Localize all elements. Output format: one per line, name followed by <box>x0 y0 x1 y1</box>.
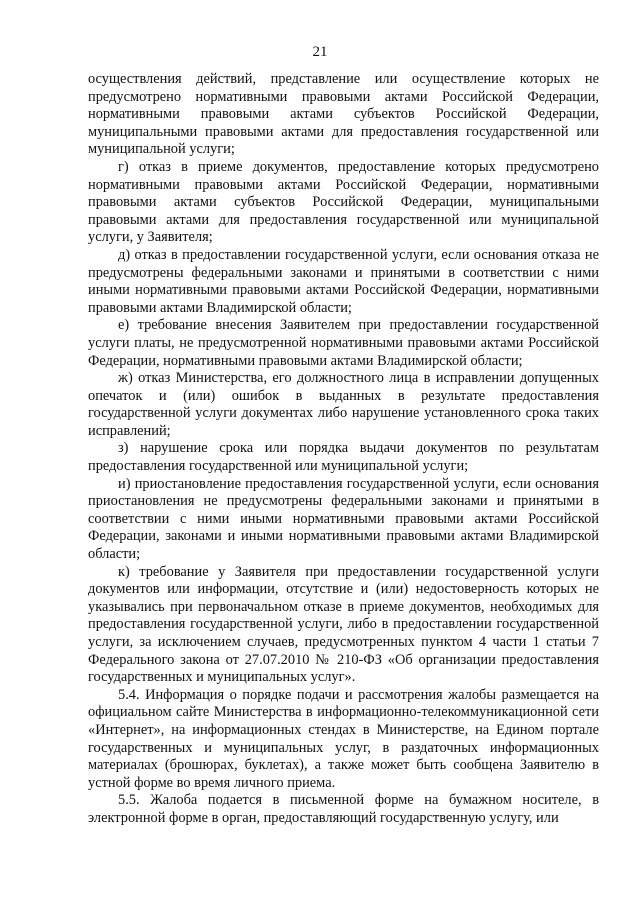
document-body <box>88 71 599 828</box>
paragraph-item-i: и) приостановление предоставления государственной услуги, если основания приостановления не предусмотрены федеральными законами и принятыми в соответствии с ними иными нормативными правовыми актами Российской Федерации, законами и иными нормативными правовыми актами Владимирской области; <box>88 475 599 563</box>
paragraph-5-4: 5.4. Информация о порядке подачи и рассмотрения жалобы размещается на официальном сайте Министерства в информационно-телекоммуникационной сети «Интернет», на информационных стендах в Министерстве, на Едином портале государственных и муниципальных услуг, в раздаточных информационных материалах (брошюрах, буклетах), а также может быть сообщена Заявителю в устной форме во время личного приема. <box>88 686 599 791</box>
paragraph-item-e: е) требование внесения Заявителем при предоставлении государственной услуги платы, не предусмотренной нормативными правовыми актами Российской Федерации, нормативными правовыми актами Владимирской области; <box>88 317 599 369</box>
paragraph-item-z: з) нарушение срока или порядка выдачи документов по результатам предоставления государственной или муниципальной услуги; <box>88 440 599 475</box>
paragraph-item-k: к) требование у Заявителя при предоставлении государственной услуги документов или информации, отсутствие и (или) недостоверность которых не указывались при первоначальном отказе в приеме документов, необходимых для предоставления государственной услуги, либо в предоставлении государственной услуги, за исключением случаев, предусмотренных пунктом 4 части 1 статьи 7 Федерального закона от 27.07.2010 № 210-ФЗ «Об организации предоставления государственных и муниципальных услуг». <box>88 563 599 686</box>
paragraph-item-g: г) отказ в приеме документов, предоставление которых предусмотрено нормативными правовыми актами Российской Федерации, нормативными правовыми актами субъектов Российской Федерации, муниципальными правовыми актами для предоставления государственной или муниципальной услуги, у Заявителя; <box>88 158 599 246</box>
paragraph-item-zh: ж) отказ Министерства, его должностного лица в исправлении допущенных опечаток и (или) ошибок в выданных в результате предоставления государственной услуги документах либо нарушение установленного срока таких исправлений; <box>88 370 599 439</box>
paragraph-item-d: д) отказ в предоставлении государственной услуги, если основания отказа не предусмотрены федеральными законами и принятыми в соответствии с ними иными нормативными правовыми актами Российской Федерации, нормативными правовыми актами Владимирской области; <box>88 246 599 316</box>
page-number: 21 <box>312 44 328 60</box>
paragraph-continuation: осуществления действий, представление или осуществление которых не предусмотрено нормативными правовыми актами Российской Федерации, нормативными правовыми актами субъектов Российской Федерации, муниципальными правовыми актами для предоставления государственной или муниципальной услуги; <box>88 71 599 158</box>
paragraph-5-5: 5.5. Жалоба подается в письменной форме на бумажном носителе, в электронной форме в орган, предоставляющий государственную услугу, или <box>88 792 599 826</box>
